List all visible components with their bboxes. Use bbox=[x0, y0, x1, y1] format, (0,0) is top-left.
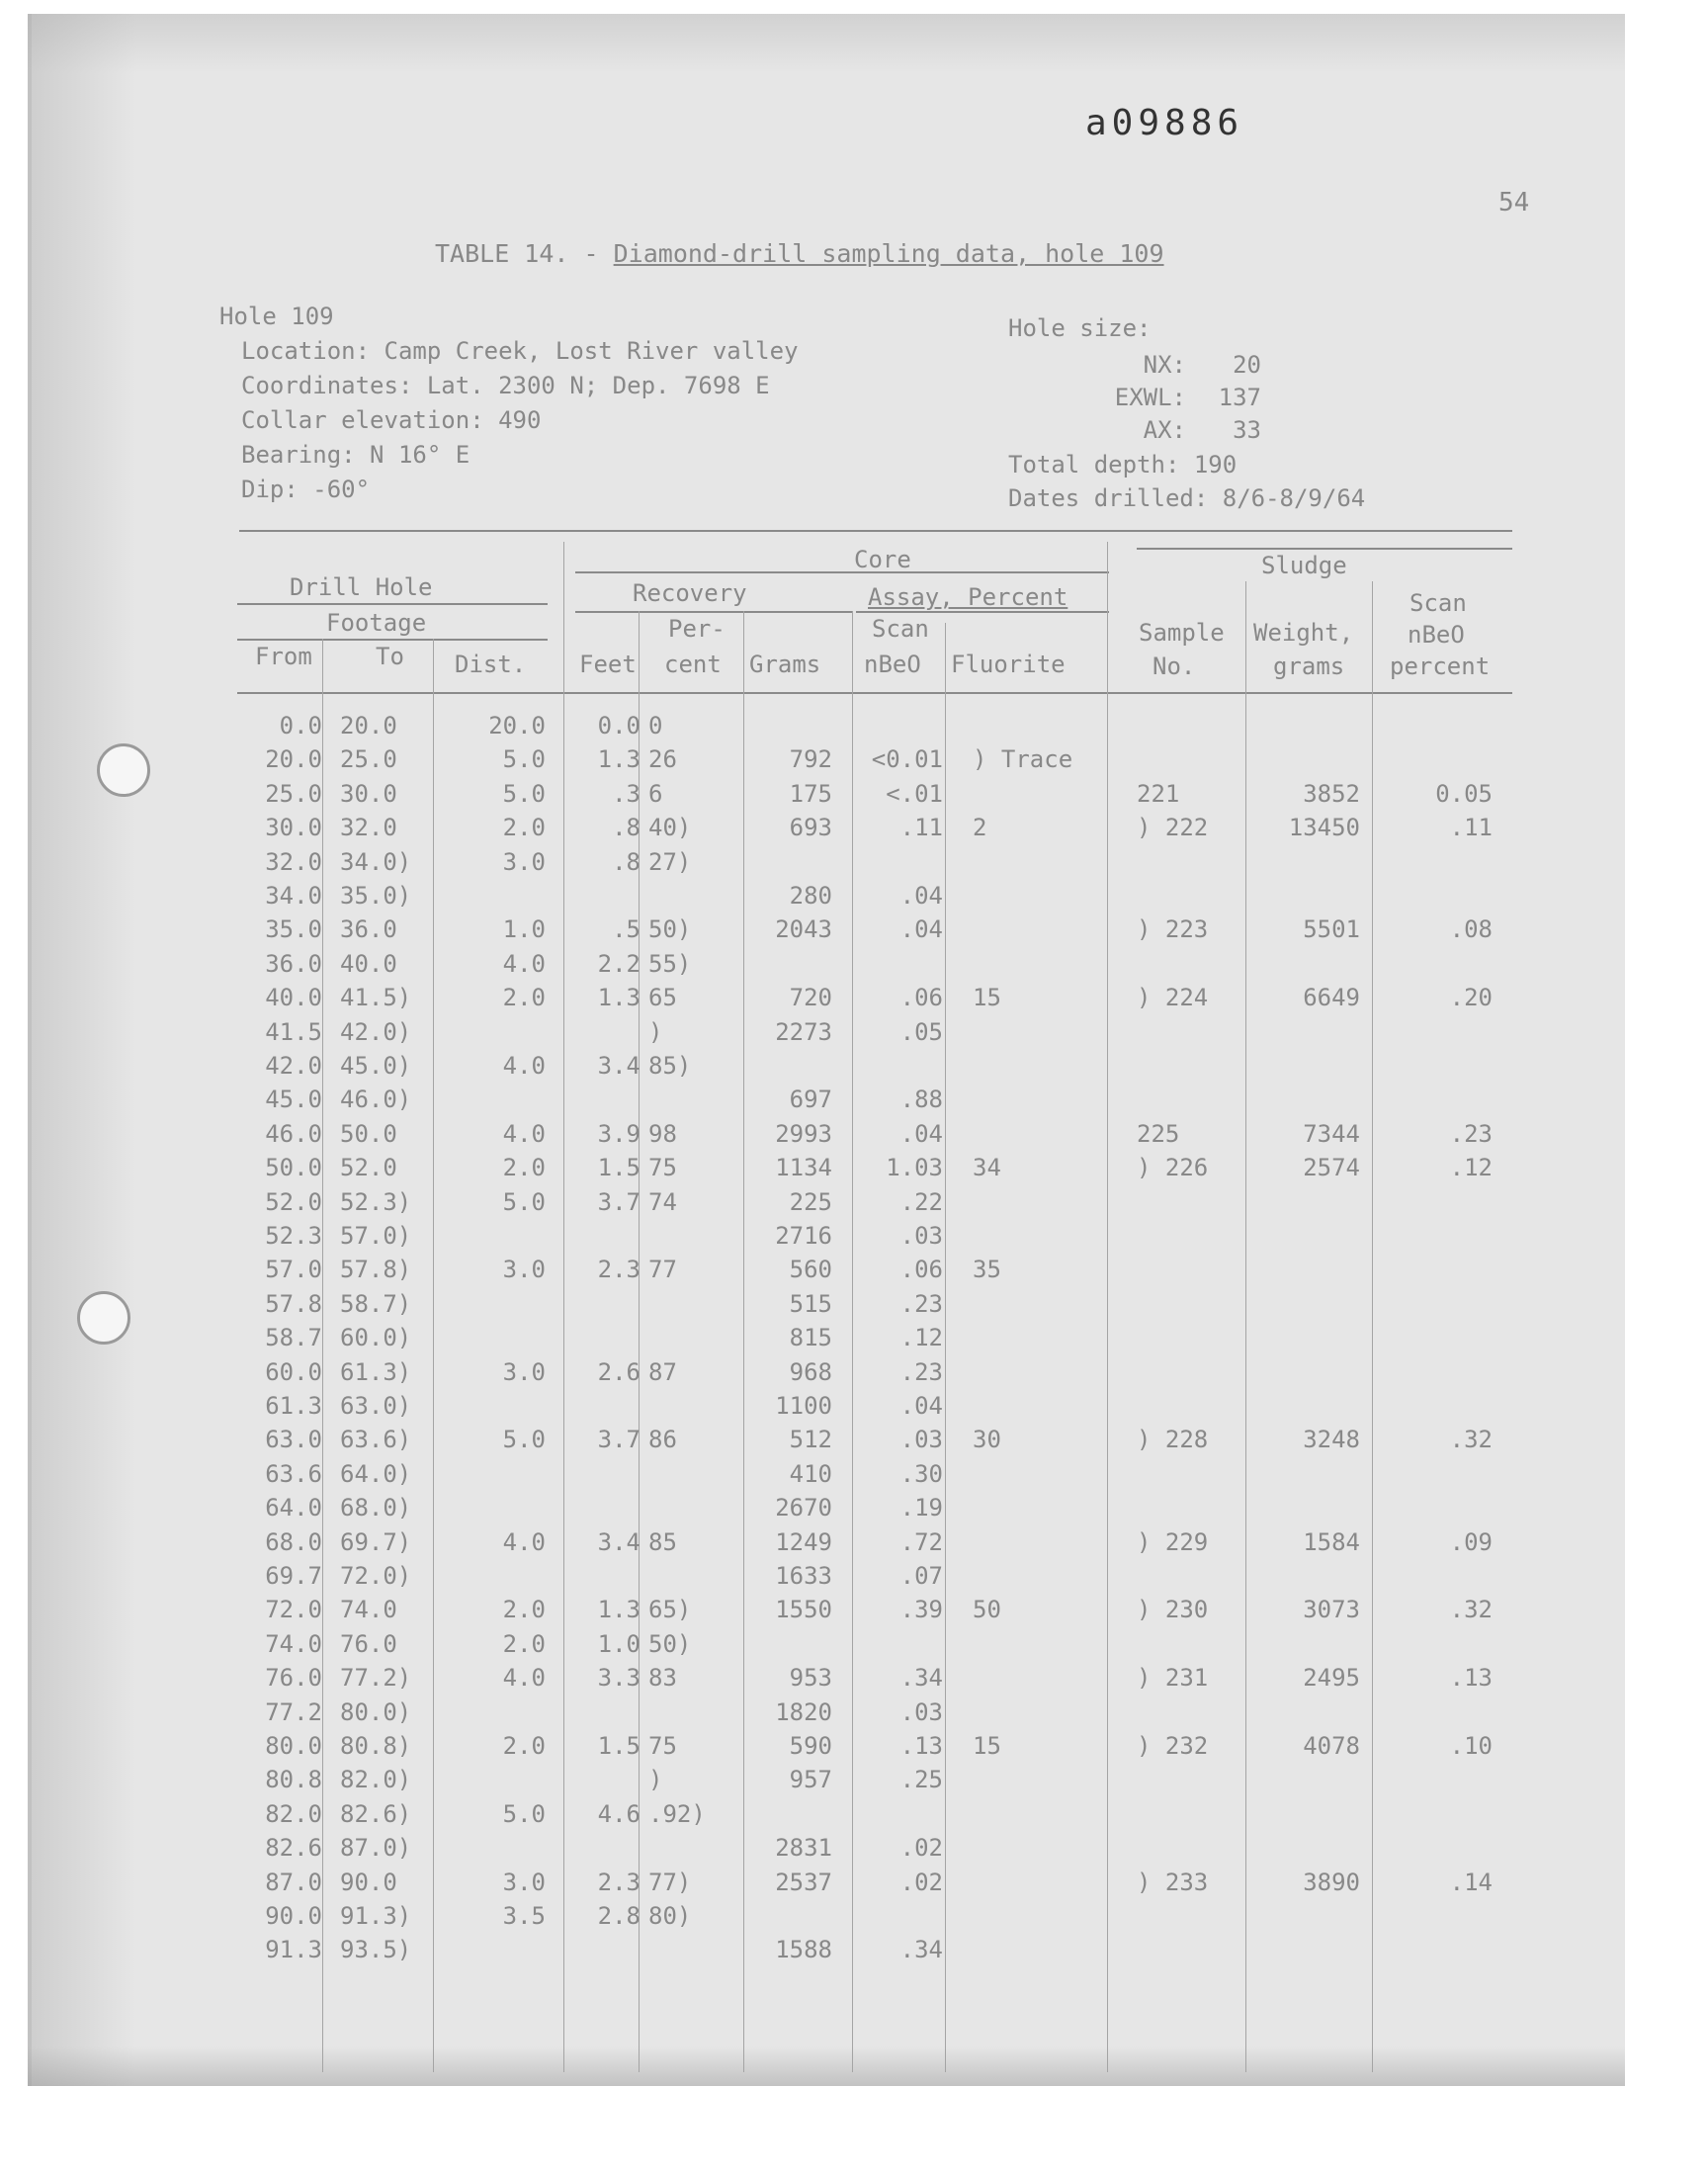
cell-from: 42.0 bbox=[265, 1052, 322, 1080]
cell-from: 30.0 bbox=[265, 814, 322, 842]
cell-grams: 1550 bbox=[775, 1596, 832, 1624]
cell-grams: 1100 bbox=[775, 1392, 832, 1420]
bearing: Bearing: N 16° E bbox=[241, 441, 470, 469]
cell-fluorite: ) Trace bbox=[973, 745, 1073, 774]
cell-from: 64.0 bbox=[265, 1494, 322, 1522]
cell-to: 20.0 bbox=[340, 712, 397, 740]
cell-weight: 1584 bbox=[1303, 1527, 1360, 1556]
cell-from: 32.0 bbox=[265, 847, 322, 876]
cell-percent: 65 bbox=[648, 984, 677, 1012]
cell-percent: 87 bbox=[648, 1357, 677, 1386]
table-title-main: Diamond-drill sampling data, hole 109 bbox=[613, 239, 1164, 268]
cell-dist: 2.0 bbox=[502, 1629, 546, 1658]
cell-weight: 5501 bbox=[1303, 915, 1360, 944]
cell-percent: 6 bbox=[648, 779, 663, 808]
cell-dist: 4.0 bbox=[502, 949, 546, 978]
cell-grams: 175 bbox=[789, 779, 832, 808]
cell-dist: 1.0 bbox=[502, 915, 546, 944]
cell-percent: 50) bbox=[648, 915, 692, 944]
cell-percent: 26 bbox=[648, 745, 677, 774]
cell-scan-beo: .03 bbox=[899, 1426, 943, 1454]
cell-feet: 2.6 bbox=[597, 1357, 640, 1386]
cell-to: 41.5) bbox=[340, 984, 412, 1012]
cell-feet: .3 bbox=[612, 779, 640, 808]
ax-label: AX: bbox=[1143, 416, 1186, 444]
collar-elevation: Collar elevation: 490 bbox=[241, 406, 542, 434]
cell-sample-no: ) 231 bbox=[1137, 1664, 1209, 1693]
cell-grams: 560 bbox=[789, 1256, 832, 1284]
cell-dist: 4.0 bbox=[502, 1119, 546, 1148]
cell-from: 80.8 bbox=[265, 1766, 322, 1794]
cell-scan-beo: .11 bbox=[899, 814, 943, 842]
cell-from: 41.5 bbox=[265, 1017, 322, 1046]
cell-percent: 83 bbox=[648, 1664, 677, 1693]
cell-scan-beo: .25 bbox=[899, 1766, 943, 1794]
cell-to: 82.6) bbox=[340, 1799, 412, 1828]
cell-from: 34.0 bbox=[265, 882, 322, 910]
cell-percent: 77 bbox=[648, 1256, 677, 1284]
cell-to: 76.0 bbox=[340, 1629, 397, 1658]
cell-from: 80.0 bbox=[265, 1732, 322, 1760]
cell-to: 77.2) bbox=[340, 1664, 412, 1693]
cell-feet: 1.3 bbox=[597, 984, 640, 1012]
cell-percent: 75 bbox=[648, 1732, 677, 1760]
cell-percent: 85) bbox=[648, 1052, 692, 1080]
cell-weight: 3890 bbox=[1303, 1868, 1360, 1896]
cell-feet: 0.0 bbox=[597, 712, 640, 740]
cell-percent: 74 bbox=[648, 1187, 677, 1216]
cell-grams: 512 bbox=[789, 1426, 832, 1454]
cell-sludge-beo: .14 bbox=[1449, 1868, 1493, 1896]
cell-percent: 0 bbox=[648, 712, 663, 740]
cell-to: 58.7) bbox=[340, 1289, 412, 1318]
cell-to: 40.0 bbox=[340, 949, 397, 978]
cell-from: 50.0 bbox=[265, 1154, 322, 1182]
cell-grams: 225 bbox=[789, 1187, 832, 1216]
cell-feet: 2.2 bbox=[597, 949, 640, 978]
hole-location: Location: Camp Creek, Lost River valley bbox=[241, 337, 799, 365]
header-grams: Grams bbox=[749, 651, 821, 678]
cell-to: 35.0) bbox=[340, 882, 412, 910]
cell-feet: 3.7 bbox=[597, 1426, 640, 1454]
cell-from: 82.6 bbox=[265, 1834, 322, 1863]
cell-feet: 3.3 bbox=[597, 1664, 640, 1693]
cell-fluorite: 35 bbox=[973, 1256, 1001, 1284]
cell-sample-no: ) 230 bbox=[1137, 1596, 1209, 1624]
cell-scan-beo: .02 bbox=[899, 1834, 943, 1863]
cell-fluorite: 15 bbox=[973, 1732, 1001, 1760]
cell-grams: 1134 bbox=[775, 1154, 832, 1182]
cell-sludge-beo: .12 bbox=[1449, 1154, 1493, 1182]
cell-dist: 3.5 bbox=[502, 1902, 546, 1930]
header-core: Core bbox=[854, 546, 911, 573]
cell-to: 42.0) bbox=[340, 1017, 412, 1046]
cell-sample-no: 225 bbox=[1137, 1119, 1180, 1148]
cell-dist: 4.0 bbox=[502, 1527, 546, 1556]
cell-dist: 4.0 bbox=[502, 1052, 546, 1080]
cell-sludge-beo: .20 bbox=[1449, 984, 1493, 1012]
cell-scan-beo: <0.01 bbox=[871, 745, 943, 774]
cell-to: 63.6) bbox=[340, 1426, 412, 1454]
cell-from: 77.2 bbox=[265, 1697, 322, 1726]
header-from: From bbox=[255, 643, 312, 670]
cell-scan-beo: .04 bbox=[899, 1392, 943, 1420]
cell-from: 25.0 bbox=[265, 779, 322, 808]
cell-to: 36.0 bbox=[340, 915, 397, 944]
nx-value: 20 bbox=[1233, 351, 1261, 379]
cell-from: 36.0 bbox=[265, 949, 322, 978]
cell-from: 46.0 bbox=[265, 1119, 322, 1148]
cell-feet: 1.5 bbox=[597, 1732, 640, 1760]
cell-to: 87.0) bbox=[340, 1834, 412, 1863]
cell-scan-beo: .22 bbox=[899, 1187, 943, 1216]
cell-grams: 957 bbox=[789, 1766, 832, 1794]
cell-sample-no: ) 228 bbox=[1137, 1426, 1209, 1454]
cell-scan-beo: .30 bbox=[899, 1459, 943, 1488]
cell-dist: 3.0 bbox=[502, 1868, 546, 1896]
cell-scan-beo: .39 bbox=[899, 1596, 943, 1624]
header-sludge-beo-3: percent bbox=[1390, 652, 1491, 680]
cell-dist: 3.0 bbox=[502, 1357, 546, 1386]
cell-dist: 5.0 bbox=[502, 745, 546, 774]
cell-grams: 720 bbox=[789, 984, 832, 1012]
cell-from: 20.0 bbox=[265, 745, 322, 774]
cell-percent: 98 bbox=[648, 1119, 677, 1148]
cell-scan-beo: .03 bbox=[899, 1222, 943, 1250]
hole-size-label: Hole size: bbox=[1008, 314, 1152, 342]
header-scan-2: nBeO bbox=[864, 651, 921, 678]
cell-sludge-beo: .09 bbox=[1449, 1527, 1493, 1556]
hole-number: Hole 109 bbox=[219, 303, 334, 330]
exwl-value: 137 bbox=[1218, 384, 1261, 411]
cell-to: 50.0 bbox=[340, 1119, 397, 1148]
cell-sample-no: ) 233 bbox=[1137, 1868, 1209, 1896]
exwl-label: EXWL: bbox=[1114, 384, 1186, 411]
cell-dist: 5.0 bbox=[502, 1799, 546, 1828]
cell-sludge-beo: .11 bbox=[1449, 814, 1493, 842]
header-weight-2: grams bbox=[1273, 652, 1345, 680]
cell-to: 45.0) bbox=[340, 1052, 412, 1080]
page-number: 54 bbox=[1498, 188, 1530, 218]
cell-weight: 4078 bbox=[1303, 1732, 1360, 1760]
cell-to: 46.0) bbox=[340, 1086, 412, 1114]
cell-grams: 1249 bbox=[775, 1527, 832, 1556]
header-percent-1: Per- bbox=[668, 615, 726, 643]
total-depth: Total depth: 190 bbox=[1008, 451, 1238, 478]
cell-percent: 86 bbox=[648, 1426, 677, 1454]
cell-dist: 3.0 bbox=[502, 1256, 546, 1284]
cell-from: 0.0 bbox=[279, 712, 322, 740]
cell-percent: 50) bbox=[648, 1629, 692, 1658]
cell-feet: 3.4 bbox=[597, 1527, 640, 1556]
hole-coordinates: Coordinates: Lat. 2300 N; Dep. 7698 E bbox=[241, 372, 770, 399]
cell-weight: 6649 bbox=[1303, 984, 1360, 1012]
cell-scan-beo: .04 bbox=[899, 915, 943, 944]
cell-from: 76.0 bbox=[265, 1664, 322, 1693]
cell-weight: 3073 bbox=[1303, 1596, 1360, 1624]
cell-scan-beo: .72 bbox=[899, 1527, 943, 1556]
cell-weight: 2574 bbox=[1303, 1154, 1360, 1182]
cell-to: 57.0) bbox=[340, 1222, 412, 1250]
header-to: To bbox=[376, 643, 404, 670]
cell-percent: ) bbox=[648, 1766, 663, 1794]
cell-dist: 5.0 bbox=[502, 1187, 546, 1216]
cell-grams: 2670 bbox=[775, 1494, 832, 1522]
cell-dist: 2.0 bbox=[502, 1596, 546, 1624]
nx-label: NX: bbox=[1143, 351, 1186, 379]
document-number: a09886 bbox=[1085, 103, 1244, 143]
cell-feet: 3.4 bbox=[597, 1052, 640, 1080]
scan-shadow-bottom bbox=[28, 2046, 1625, 2086]
cell-from: 61.3 bbox=[265, 1392, 322, 1420]
cell-to: 82.0) bbox=[340, 1766, 412, 1794]
cell-from: 60.0 bbox=[265, 1357, 322, 1386]
cell-scan-beo: .13 bbox=[899, 1732, 943, 1760]
cell-grams: 2043 bbox=[775, 915, 832, 944]
cell-grams: 2537 bbox=[775, 1868, 832, 1896]
cell-scan-beo: .34 bbox=[899, 1936, 943, 1964]
cell-fluorite: 30 bbox=[973, 1426, 1001, 1454]
cell-to: 90.0 bbox=[340, 1868, 397, 1896]
cell-scan-beo: <.01 bbox=[886, 779, 943, 808]
cell-dist: 3.0 bbox=[502, 847, 546, 876]
cell-grams: 2831 bbox=[775, 1834, 832, 1863]
cell-sample-no: ) 229 bbox=[1137, 1527, 1209, 1556]
header-footage: Footage bbox=[326, 609, 427, 637]
cell-from: 45.0 bbox=[265, 1086, 322, 1114]
cell-percent: ) bbox=[648, 1017, 663, 1046]
cell-grams: 697 bbox=[789, 1086, 832, 1114]
cell-feet: .5 bbox=[612, 915, 640, 944]
cell-sample-no: 221 bbox=[1137, 779, 1180, 808]
cell-from: 57.8 bbox=[265, 1289, 322, 1318]
cell-to: 64.0) bbox=[340, 1459, 412, 1488]
cell-weight: 2495 bbox=[1303, 1664, 1360, 1693]
header-sample-2: No. bbox=[1153, 652, 1196, 680]
cell-fluorite: 34 bbox=[973, 1154, 1001, 1182]
cell-sludge-beo: .23 bbox=[1449, 1119, 1493, 1148]
cell-sludge-beo: 0.05 bbox=[1435, 779, 1493, 808]
cell-scan-beo: .34 bbox=[899, 1664, 943, 1693]
cell-to: 32.0 bbox=[340, 814, 397, 842]
cell-grams: 410 bbox=[789, 1459, 832, 1488]
header-dist: Dist. bbox=[455, 651, 527, 678]
cell-dist: 2.0 bbox=[502, 1732, 546, 1760]
cell-scan-beo: .06 bbox=[899, 1256, 943, 1284]
cell-from: 52.3 bbox=[265, 1222, 322, 1250]
cell-grams: 2273 bbox=[775, 1017, 832, 1046]
header-weight-1: Weight, bbox=[1253, 619, 1354, 647]
cell-scan-beo: .88 bbox=[899, 1086, 943, 1114]
dip: Dip: -60° bbox=[241, 476, 371, 503]
cell-grams: 1588 bbox=[775, 1936, 832, 1964]
cell-to: 72.0) bbox=[340, 1562, 412, 1590]
cell-from: 57.0 bbox=[265, 1256, 322, 1284]
cell-to: 34.0) bbox=[340, 847, 412, 876]
cell-to: 52.3) bbox=[340, 1187, 412, 1216]
cell-dist: 2.0 bbox=[502, 984, 546, 1012]
punch-hole-lower bbox=[77, 1291, 130, 1345]
cell-from: 63.6 bbox=[265, 1459, 322, 1488]
cell-from: 52.0 bbox=[265, 1187, 322, 1216]
cell-to: 63.0) bbox=[340, 1392, 412, 1420]
cell-from: 72.0 bbox=[265, 1596, 322, 1624]
cell-to: 57.8) bbox=[340, 1256, 412, 1284]
cell-to: 30.0 bbox=[340, 779, 397, 808]
header-assay: Assay, Percent bbox=[868, 583, 1068, 611]
cell-from: 58.7 bbox=[265, 1324, 322, 1352]
cell-sample-no: ) 223 bbox=[1137, 915, 1209, 944]
cell-feet: 2.8 bbox=[597, 1902, 640, 1930]
cell-from: 90.0 bbox=[265, 1902, 322, 1930]
cell-sample-no: ) 226 bbox=[1137, 1154, 1209, 1182]
cell-feet: 3.7 bbox=[597, 1187, 640, 1216]
cell-grams: 2716 bbox=[775, 1222, 832, 1250]
cell-from: 69.7 bbox=[265, 1562, 322, 1590]
cell-grams: 1633 bbox=[775, 1562, 832, 1590]
cell-dist: 4.0 bbox=[502, 1664, 546, 1693]
cell-feet: 2.3 bbox=[597, 1256, 640, 1284]
cell-to: 25.0 bbox=[340, 745, 397, 774]
cell-from: 82.0 bbox=[265, 1799, 322, 1828]
cell-to: 80.8) bbox=[340, 1732, 412, 1760]
cell-from: 74.0 bbox=[265, 1629, 322, 1658]
cell-fluorite: 2 bbox=[973, 814, 987, 842]
cell-feet: 1.5 bbox=[597, 1154, 640, 1182]
scan-shadow-left bbox=[28, 14, 136, 2086]
ax-value: 33 bbox=[1233, 416, 1261, 444]
cell-scan-beo: .04 bbox=[899, 882, 943, 910]
cell-grams: 953 bbox=[789, 1664, 832, 1693]
cell-dist: 2.0 bbox=[502, 1154, 546, 1182]
cell-sludge-beo: .32 bbox=[1449, 1596, 1493, 1624]
header-feet: Feet bbox=[579, 651, 637, 678]
cell-dist: 20.0 bbox=[488, 712, 546, 740]
cell-to: 91.3) bbox=[340, 1902, 412, 1930]
cell-scan-beo: .23 bbox=[899, 1289, 943, 1318]
cell-grams: 590 bbox=[789, 1732, 832, 1760]
cell-percent: 80) bbox=[648, 1902, 692, 1930]
cell-sample-no: ) 232 bbox=[1137, 1732, 1209, 1760]
header-drill-hole: Drill Hole bbox=[290, 573, 433, 601]
cell-scan-beo: 1.03 bbox=[886, 1154, 943, 1182]
cell-percent: .92) bbox=[648, 1799, 706, 1828]
cell-grams: 2993 bbox=[775, 1119, 832, 1148]
header-sludge-beo-1: Scan bbox=[1409, 589, 1467, 617]
table-title-prefix: TABLE 14. - bbox=[435, 239, 614, 268]
cell-sample-no: ) 222 bbox=[1137, 814, 1209, 842]
cell-fluorite: 15 bbox=[973, 984, 1001, 1012]
cell-scan-beo: .03 bbox=[899, 1697, 943, 1726]
cell-scan-beo: .23 bbox=[899, 1357, 943, 1386]
cell-grams: 515 bbox=[789, 1289, 832, 1318]
cell-dist: 5.0 bbox=[502, 1426, 546, 1454]
cell-from: 40.0 bbox=[265, 984, 322, 1012]
cell-to: 52.0 bbox=[340, 1154, 397, 1182]
cell-grams: 792 bbox=[789, 745, 832, 774]
cell-feet: 1.3 bbox=[597, 745, 640, 774]
cell-percent: 27) bbox=[648, 847, 692, 876]
header-recovery: Recovery bbox=[633, 579, 747, 607]
cell-to: 93.5) bbox=[340, 1936, 412, 1964]
cell-feet: .8 bbox=[612, 814, 640, 842]
cell-feet: .8 bbox=[612, 847, 640, 876]
cell-to: 74.0 bbox=[340, 1596, 397, 1624]
cell-scan-beo: .07 bbox=[899, 1562, 943, 1590]
cell-percent: 85 bbox=[648, 1527, 677, 1556]
cell-feet: 2.3 bbox=[597, 1868, 640, 1896]
table-title bbox=[435, 239, 1164, 268]
cell-percent: 55) bbox=[648, 949, 692, 978]
cell-scan-beo: .02 bbox=[899, 1868, 943, 1896]
cell-from: 35.0 bbox=[265, 915, 322, 944]
cell-grams: 693 bbox=[789, 814, 832, 842]
cell-percent: 65) bbox=[648, 1596, 692, 1624]
cell-grams: 815 bbox=[789, 1324, 832, 1352]
cell-scan-beo: .04 bbox=[899, 1119, 943, 1148]
cell-sludge-beo: .13 bbox=[1449, 1664, 1493, 1693]
cell-weight: 7344 bbox=[1303, 1119, 1360, 1148]
cell-scan-beo: .06 bbox=[899, 984, 943, 1012]
cell-to: 80.0) bbox=[340, 1697, 412, 1726]
cell-weight: 3248 bbox=[1303, 1426, 1360, 1454]
cell-sludge-beo: .32 bbox=[1449, 1426, 1493, 1454]
cell-to: 68.0) bbox=[340, 1494, 412, 1522]
cell-scan-beo: .05 bbox=[899, 1017, 943, 1046]
header-percent-2: cent bbox=[664, 651, 722, 678]
cell-to: 69.7) bbox=[340, 1527, 412, 1556]
cell-from: 63.0 bbox=[265, 1426, 322, 1454]
cell-weight: 3852 bbox=[1303, 779, 1360, 808]
header-sample-1: Sample bbox=[1139, 619, 1225, 647]
dates-drilled: Dates drilled: 8/6-8/9/64 bbox=[1008, 484, 1366, 512]
cell-from: 91.3 bbox=[265, 1936, 322, 1964]
cell-to: 60.0) bbox=[340, 1324, 412, 1352]
cell-grams: 280 bbox=[789, 882, 832, 910]
cell-sample-no: ) 224 bbox=[1137, 984, 1209, 1012]
cell-scan-beo: .12 bbox=[899, 1324, 943, 1352]
cell-percent: 40) bbox=[648, 814, 692, 842]
punch-hole-upper bbox=[97, 743, 150, 797]
cell-weight: 13450 bbox=[1288, 814, 1360, 842]
cell-dist: 5.0 bbox=[502, 779, 546, 808]
scan-shadow-top bbox=[28, 14, 1625, 73]
cell-sludge-beo: .08 bbox=[1449, 915, 1493, 944]
cell-grams: 1820 bbox=[775, 1697, 832, 1726]
cell-from: 87.0 bbox=[265, 1868, 322, 1896]
cell-feet: 1.0 bbox=[597, 1629, 640, 1658]
cell-from: 68.0 bbox=[265, 1527, 322, 1556]
cell-percent: 77) bbox=[648, 1868, 692, 1896]
header-sludge-beo-2: nBeO bbox=[1408, 621, 1465, 649]
cell-percent: 75 bbox=[648, 1154, 677, 1182]
cell-to: 61.3) bbox=[340, 1357, 412, 1386]
cell-feet: 1.3 bbox=[597, 1596, 640, 1624]
cell-fluorite: 50 bbox=[973, 1596, 1001, 1624]
cell-scan-beo: .19 bbox=[899, 1494, 943, 1522]
cell-grams: 968 bbox=[789, 1357, 832, 1386]
cell-feet: 3.9 bbox=[597, 1119, 640, 1148]
header-fluorite: Fluorite bbox=[951, 651, 1066, 678]
cell-feet: 4.6 bbox=[597, 1799, 640, 1828]
header-sludge: Sludge bbox=[1261, 552, 1347, 579]
header-scan-1: Scan bbox=[872, 615, 929, 643]
cell-dist: 2.0 bbox=[502, 814, 546, 842]
cell-sludge-beo: .10 bbox=[1449, 1732, 1493, 1760]
